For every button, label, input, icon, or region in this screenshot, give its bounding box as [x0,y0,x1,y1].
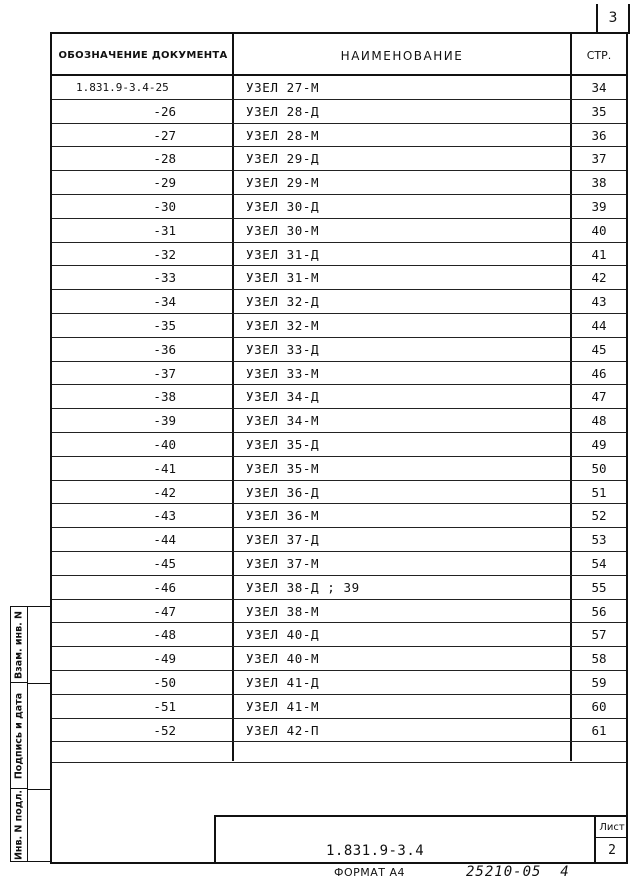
row-name: УЗЕЛ 30-Д [246,198,320,214]
row-page: 53 [591,532,607,548]
table-row [52,147,626,171]
row-document-code: -47 [153,603,176,619]
row-document-code: -37 [153,365,176,381]
table-row [52,362,626,386]
row-name: УЗЕЛ 40-М [246,651,320,667]
header-name: НАИМЕНОВАНИЕ [340,49,464,63]
row-document-code: -41 [153,460,176,476]
side-label-inv-orig: Инв. N подл. [13,789,25,861]
row-page: 37 [591,151,607,167]
row-page: 57 [591,627,607,643]
table-row [52,290,626,314]
row-document-code: -33 [153,270,176,286]
row-name: УЗЕЛ 38-М [246,603,320,619]
row-page: 58 [591,651,607,667]
row-document-code: -40 [153,436,176,452]
table-row [52,433,626,457]
table-row [52,623,626,647]
table-row [52,76,626,100]
row-document-code: -42 [153,484,176,500]
row-name: УЗЕЛ 37-М [246,555,320,571]
row-page: 41 [591,246,607,262]
row-document-code: -35 [153,317,176,333]
row-document-code: -51 [153,698,176,714]
row-document-code: -32 [153,246,176,262]
row-document-code: -31 [153,222,176,238]
row-page: 35 [591,103,607,119]
row-name: УЗЕЛ 31-М [246,270,320,286]
row-page: 48 [591,413,607,429]
side-label-replaced-inv: Взам. инв. N [13,610,25,679]
row-document-code: -39 [153,413,176,429]
table-row [52,195,626,219]
row-name: УЗЕЛ 40-Д [246,627,320,643]
row-name: УЗЕЛ 42-П [246,722,320,738]
row-page: 45 [591,341,607,357]
row-name: УЗЕЛ 32-М [246,317,320,333]
table-row [52,576,626,600]
table-row [52,504,626,528]
row-page: 49 [591,436,607,452]
row-name: УЗЕЛ 28-М [246,127,320,143]
row-name: УЗЕЛ 36-Д [246,484,320,500]
document-list [52,76,626,742]
side-cell-replaced-inv [11,607,27,683]
row-page: 61 [591,722,607,738]
row-document-code: -26 [153,103,176,119]
title-document-code: 1.831.9-3.4 [326,843,425,859]
row-document-code: -30 [153,198,176,214]
row-document-code: -29 [153,175,176,191]
row-document-code: -49 [153,651,176,667]
row-page: 44 [591,317,607,333]
side-strip [28,606,50,862]
row-page: 60 [591,698,607,714]
table-row [52,100,626,124]
row-page: 47 [591,389,607,405]
row-page: 34 [591,80,607,95]
row-document-code: -34 [153,294,176,310]
row-page: 46 [591,365,607,381]
row-document-code: -36 [153,341,176,357]
row-name: УЗЕЛ 37-Д [246,532,320,548]
sheet-value: 2 [608,843,616,858]
table-row [52,409,626,433]
row-document-code: -46 [153,579,176,595]
side-stamp [10,606,28,862]
row-document-code: -48 [153,627,176,643]
row-page: 36 [591,127,607,143]
table-row [52,695,626,719]
row-page: 43 [591,294,607,310]
table-row [52,528,626,552]
row-document-code: -38 [153,389,176,405]
table-bottom-rule [52,762,626,763]
table-row [52,719,626,743]
row-document-code: -27 [153,127,176,143]
row-name: УЗЕЛ 33-М [246,365,320,381]
row-page: 40 [591,222,607,238]
row-name: УЗЕЛ 35-М [246,460,320,476]
table-row [52,552,626,576]
table-row [52,600,626,624]
table-row [52,266,626,290]
table-row [52,338,626,362]
row-page: 39 [591,198,607,214]
archive-code: 25210-05 4 [466,864,570,880]
sheet-number: 3 [608,10,618,26]
table-header [52,34,626,76]
row-page: 51 [591,484,607,500]
title-block [214,815,628,864]
row-name: УЗЕЛ 32-Д [246,294,320,310]
table-row [52,457,626,481]
row-name: УЗЕЛ 34-М [246,413,320,429]
side-strip-divider [28,683,50,684]
row-document-code: -44 [153,532,176,548]
row-name: УЗЕЛ 29-М [246,175,320,191]
row-page: 55 [591,579,607,595]
row-page: 52 [591,508,607,524]
row-document-code: -50 [153,674,176,690]
row-page: 42 [591,270,607,286]
side-label-signature-date: Подпись и дата [13,692,25,779]
side-strip-divider [28,789,50,790]
header-document-code: ОБОЗНАЧЕНИЕ ДОКУМЕНТА [58,50,228,61]
row-page: 59 [591,674,607,690]
row-name: УЗЕЛ 33-Д [246,341,320,357]
table-row [52,647,626,671]
row-page: 38 [591,175,607,191]
table-row [52,671,626,695]
sheet-number-box [596,4,630,34]
format-label: ФОРМАТ А4 [334,866,406,879]
table-row [52,171,626,195]
row-page: 56 [591,603,607,619]
sheet-cell [594,817,628,864]
sheet-label: Лист [596,819,628,838]
header-page: СТР. [586,49,612,62]
row-document-code: -28 [153,151,176,167]
row-name: УЗЕЛ 41-М [246,698,320,714]
side-cell-signature-date [11,683,27,789]
table-row [52,243,626,267]
row-name: УЗЕЛ 27-М [246,80,320,95]
row-name: УЗЕЛ 38-Д ; 39 [246,579,360,595]
row-name: УЗЕЛ 34-Д [246,389,320,405]
row-name: УЗЕЛ 31-Д [246,246,320,262]
row-page: 50 [591,460,607,476]
row-name: УЗЕЛ 36-М [246,508,320,524]
row-name: УЗЕЛ 35-Д [246,436,320,452]
row-name: УЗЕЛ 28-Д [246,103,320,119]
row-name: УЗЕЛ 29-Д [246,151,320,167]
side-cell-inv-orig [11,789,27,861]
table-row [52,481,626,505]
row-name: УЗЕЛ 41-Д [246,674,320,690]
row-page: 54 [591,555,607,571]
table-row [52,385,626,409]
row-name: УЗЕЛ 30-М [246,222,320,238]
row-document-code: 1.831.9-3.4-25 [76,81,169,94]
table-row [52,124,626,148]
row-document-code: -43 [153,508,176,524]
table-row [52,219,626,243]
table-row [52,314,626,338]
row-document-code: -52 [153,722,176,738]
row-document-code: -45 [153,555,176,571]
